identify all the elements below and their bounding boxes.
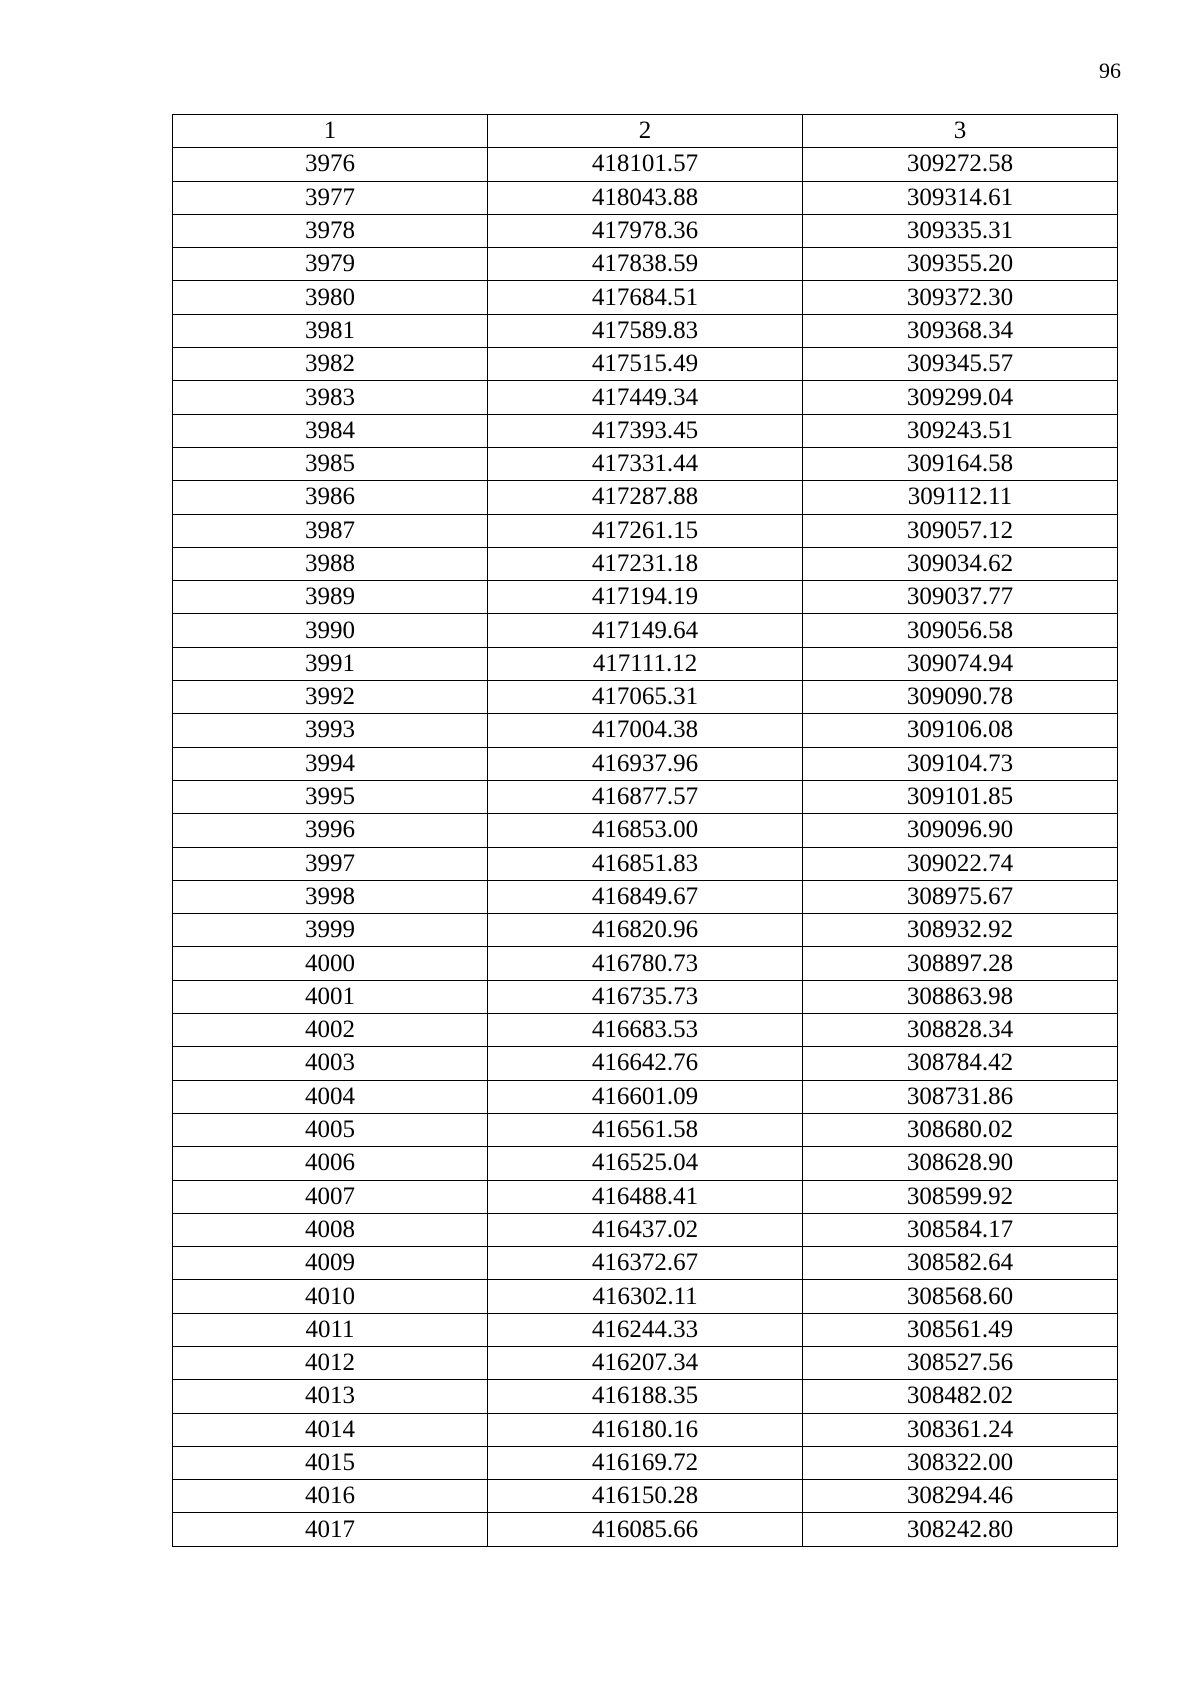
- y-coordinate-cell: 309074.94: [803, 647, 1118, 680]
- point-number-cell: 3990: [173, 614, 488, 647]
- y-coordinate-cell: 308561.49: [803, 1313, 1118, 1346]
- table-body: [173, 148, 1118, 1546]
- x-coordinate-cell: 416150.28: [488, 1480, 803, 1513]
- point-number-cell: 3978: [173, 214, 488, 247]
- x-coordinate-cell: 416525.04: [488, 1147, 803, 1180]
- table-row: [173, 148, 1118, 181]
- table-row: [173, 348, 1118, 381]
- x-coordinate-cell: 416601.09: [488, 1080, 803, 1113]
- x-coordinate-cell: 417589.83: [488, 314, 803, 347]
- table-row: [173, 1280, 1118, 1313]
- y-coordinate-cell: 309372.30: [803, 281, 1118, 314]
- table-row: [173, 1247, 1118, 1280]
- y-coordinate-cell: 308828.34: [803, 1014, 1118, 1047]
- point-number-cell: 4017: [173, 1513, 488, 1546]
- point-number-cell: 3994: [173, 747, 488, 780]
- x-coordinate-cell: 416877.57: [488, 780, 803, 813]
- point-number-cell: 3995: [173, 780, 488, 813]
- point-number-cell: 3987: [173, 514, 488, 547]
- point-number-cell: 3981: [173, 314, 488, 347]
- x-coordinate-cell: 416302.11: [488, 1280, 803, 1313]
- y-coordinate-cell: 308731.86: [803, 1080, 1118, 1113]
- x-coordinate-cell: 416244.33: [488, 1313, 803, 1346]
- y-coordinate-cell: 308784.42: [803, 1047, 1118, 1080]
- x-coordinate-cell: 417684.51: [488, 281, 803, 314]
- y-coordinate-cell: 308568.60: [803, 1280, 1118, 1313]
- table-row: [173, 581, 1118, 614]
- point-number-cell: 3984: [173, 414, 488, 447]
- x-coordinate-cell: 416780.73: [488, 947, 803, 980]
- y-coordinate-cell: 309106.08: [803, 714, 1118, 747]
- table-row: [173, 214, 1118, 247]
- point-number-cell: 4005: [173, 1113, 488, 1146]
- point-number-cell: 3988: [173, 547, 488, 580]
- table-row: [173, 447, 1118, 480]
- x-coordinate-cell: 417515.49: [488, 348, 803, 381]
- y-coordinate-cell: 309164.58: [803, 447, 1118, 480]
- x-coordinate-cell: 417065.31: [488, 681, 803, 714]
- column-header-3: 3: [803, 115, 1118, 148]
- y-coordinate-cell: 309345.57: [803, 348, 1118, 381]
- point-number-cell: 4010: [173, 1280, 488, 1313]
- x-coordinate-cell: 417393.45: [488, 414, 803, 447]
- table-row: [173, 1014, 1118, 1047]
- table-row: [173, 281, 1118, 314]
- table-row: [173, 414, 1118, 447]
- x-coordinate-cell: 416085.66: [488, 1513, 803, 1546]
- x-coordinate-cell: 418043.88: [488, 181, 803, 214]
- point-number-cell: 3991: [173, 647, 488, 680]
- y-coordinate-cell: 309368.34: [803, 314, 1118, 347]
- y-coordinate-cell: 308242.80: [803, 1513, 1118, 1546]
- table-row: [173, 747, 1118, 780]
- x-coordinate-cell: 417838.59: [488, 248, 803, 281]
- column-header-2: 2: [488, 115, 803, 148]
- y-coordinate-cell: 309096.90: [803, 814, 1118, 847]
- y-coordinate-cell: 309355.20: [803, 248, 1118, 281]
- point-number-cell: 3996: [173, 814, 488, 847]
- y-coordinate-cell: 308975.67: [803, 880, 1118, 913]
- x-coordinate-cell: 416849.67: [488, 880, 803, 913]
- y-coordinate-cell: 308361.24: [803, 1413, 1118, 1446]
- point-number-cell: 3985: [173, 447, 488, 480]
- coordinates-table: [172, 114, 1118, 1547]
- x-coordinate-cell: 416735.73: [488, 980, 803, 1013]
- x-coordinate-cell: 417261.15: [488, 514, 803, 547]
- x-coordinate-cell: 417194.19: [488, 581, 803, 614]
- y-coordinate-cell: 309314.61: [803, 181, 1118, 214]
- table-row: [173, 1446, 1118, 1479]
- table-row: [173, 947, 1118, 980]
- y-coordinate-cell: 308628.90: [803, 1147, 1118, 1180]
- y-coordinate-cell: 309335.31: [803, 214, 1118, 247]
- x-coordinate-cell: 416642.76: [488, 1047, 803, 1080]
- point-number-cell: 3997: [173, 847, 488, 880]
- point-number-cell: 4007: [173, 1180, 488, 1213]
- y-coordinate-cell: 308527.56: [803, 1346, 1118, 1379]
- table-row: [173, 181, 1118, 214]
- point-number-cell: 3983: [173, 381, 488, 414]
- point-number-cell: 4012: [173, 1346, 488, 1379]
- point-number-cell: 4003: [173, 1047, 488, 1080]
- point-number-cell: 3993: [173, 714, 488, 747]
- table-row: [173, 1380, 1118, 1413]
- x-coordinate-cell: 416169.72: [488, 1446, 803, 1479]
- table-row: [173, 1313, 1118, 1346]
- y-coordinate-cell: 308932.92: [803, 914, 1118, 947]
- point-number-cell: 4002: [173, 1014, 488, 1047]
- point-number-cell: 3998: [173, 880, 488, 913]
- point-number-cell: 3989: [173, 581, 488, 614]
- point-number-cell: 4013: [173, 1380, 488, 1413]
- x-coordinate-cell: 417231.18: [488, 547, 803, 580]
- table-row: [173, 880, 1118, 913]
- y-coordinate-cell: 309112.11: [803, 481, 1118, 514]
- table-row: [173, 814, 1118, 847]
- table-row: [173, 1047, 1118, 1080]
- y-coordinate-cell: 309034.62: [803, 547, 1118, 580]
- table-row: [173, 681, 1118, 714]
- x-coordinate-cell: 416488.41: [488, 1180, 803, 1213]
- y-coordinate-cell: 309022.74: [803, 847, 1118, 880]
- x-coordinate-cell: 417449.34: [488, 381, 803, 414]
- x-coordinate-cell: 416683.53: [488, 1014, 803, 1047]
- point-number-cell: 3979: [173, 248, 488, 281]
- table-row: [173, 914, 1118, 947]
- point-number-cell: 3986: [173, 481, 488, 514]
- y-coordinate-cell: 309299.04: [803, 381, 1118, 414]
- x-coordinate-cell: 416437.02: [488, 1213, 803, 1246]
- point-number-cell: 4015: [173, 1446, 488, 1479]
- point-number-cell: 4004: [173, 1080, 488, 1113]
- point-number-cell: 3992: [173, 681, 488, 714]
- x-coordinate-cell: 417111.12: [488, 647, 803, 680]
- page-number: 96: [1099, 58, 1121, 83]
- y-coordinate-cell: 308322.00: [803, 1446, 1118, 1479]
- table-row: [173, 1113, 1118, 1146]
- y-coordinate-cell: 308482.02: [803, 1380, 1118, 1413]
- table-header: [173, 115, 1118, 148]
- table-row: [173, 381, 1118, 414]
- y-coordinate-cell: 308294.46: [803, 1480, 1118, 1513]
- x-coordinate-cell: 416188.35: [488, 1380, 803, 1413]
- y-coordinate-cell: 309101.85: [803, 780, 1118, 813]
- point-number-cell: 4014: [173, 1413, 488, 1446]
- table-header-row: [173, 115, 1118, 148]
- x-coordinate-cell: 417004.38: [488, 714, 803, 747]
- x-coordinate-cell: 417331.44: [488, 447, 803, 480]
- x-coordinate-cell: 417978.36: [488, 214, 803, 247]
- x-coordinate-cell: 416180.16: [488, 1413, 803, 1446]
- x-coordinate-cell: 418101.57: [488, 148, 803, 181]
- table-row: [173, 547, 1118, 580]
- table-row: [173, 847, 1118, 880]
- x-coordinate-cell: 416372.67: [488, 1247, 803, 1280]
- table-row: [173, 980, 1118, 1013]
- y-coordinate-cell: 308582.64: [803, 1247, 1118, 1280]
- table-row: [173, 1213, 1118, 1246]
- y-coordinate-cell: 308584.17: [803, 1213, 1118, 1246]
- column-header-1: 1: [173, 115, 488, 148]
- point-number-cell: 3977: [173, 181, 488, 214]
- table-row: [173, 514, 1118, 547]
- y-coordinate-cell: 308897.28: [803, 947, 1118, 980]
- table-row: [173, 1480, 1118, 1513]
- y-coordinate-cell: 309243.51: [803, 414, 1118, 447]
- table-row: [173, 714, 1118, 747]
- y-coordinate-cell: 309272.58: [803, 148, 1118, 181]
- x-coordinate-cell: 416207.34: [488, 1346, 803, 1379]
- point-number-cell: 3980: [173, 281, 488, 314]
- point-number-cell: 3999: [173, 914, 488, 947]
- table-row: [173, 1346, 1118, 1379]
- point-number-cell: 4001: [173, 980, 488, 1013]
- point-number-cell: 4000: [173, 947, 488, 980]
- table-row: [173, 1413, 1118, 1446]
- point-number-cell: 3976: [173, 148, 488, 181]
- x-coordinate-cell: 416851.83: [488, 847, 803, 880]
- point-number-cell: 4011: [173, 1313, 488, 1346]
- x-coordinate-cell: 416937.96: [488, 747, 803, 780]
- point-number-cell: 4008: [173, 1213, 488, 1246]
- x-coordinate-cell: 417149.64: [488, 614, 803, 647]
- point-number-cell: 3982: [173, 348, 488, 381]
- x-coordinate-cell: 416853.00: [488, 814, 803, 847]
- table-row: [173, 1513, 1118, 1546]
- table-row: [173, 614, 1118, 647]
- table-row: [173, 1147, 1118, 1180]
- y-coordinate-cell: 308680.02: [803, 1113, 1118, 1146]
- y-coordinate-cell: 309090.78: [803, 681, 1118, 714]
- y-coordinate-cell: 309104.73: [803, 747, 1118, 780]
- point-number-cell: 4009: [173, 1247, 488, 1280]
- x-coordinate-cell: 416561.58: [488, 1113, 803, 1146]
- y-coordinate-cell: 309037.77: [803, 581, 1118, 614]
- table-row: [173, 481, 1118, 514]
- point-number-cell: 4016: [173, 1480, 488, 1513]
- table-row: [173, 248, 1118, 281]
- table-row: [173, 314, 1118, 347]
- y-coordinate-cell: 308863.98: [803, 980, 1118, 1013]
- table-row: [173, 647, 1118, 680]
- table-row: [173, 1180, 1118, 1213]
- x-coordinate-cell: 417287.88: [488, 481, 803, 514]
- y-coordinate-cell: 309057.12: [803, 514, 1118, 547]
- point-number-cell: 4006: [173, 1147, 488, 1180]
- table-row: [173, 1080, 1118, 1113]
- x-coordinate-cell: 416820.96: [488, 914, 803, 947]
- y-coordinate-cell: 308599.92: [803, 1180, 1118, 1213]
- y-coordinate-cell: 309056.58: [803, 614, 1118, 647]
- table-row: [173, 780, 1118, 813]
